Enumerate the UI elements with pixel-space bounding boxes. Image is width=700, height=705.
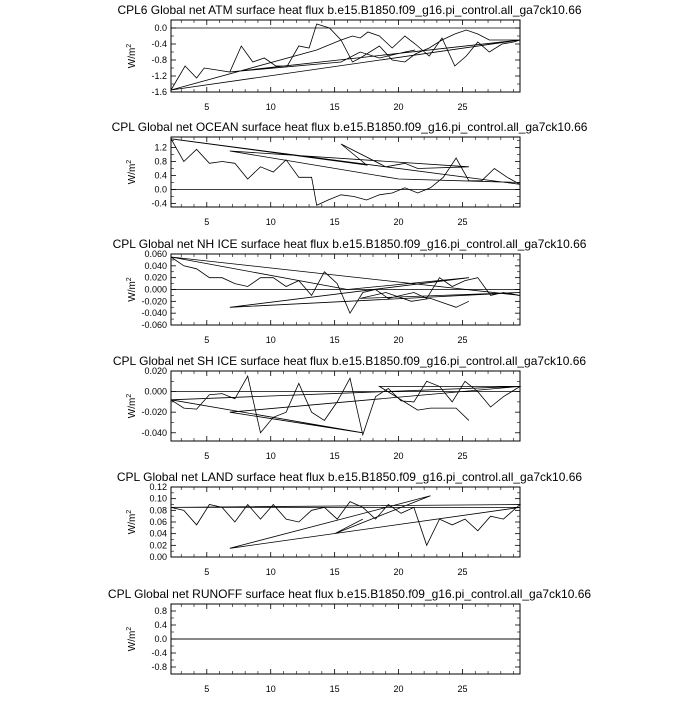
y-axis-label-base: W/m <box>127 630 138 652</box>
chart-panel-6 <box>108 587 592 694</box>
x-tick-label: 5 <box>204 684 210 694</box>
y-tick-label: 0.0 <box>154 184 167 195</box>
y-tick-label: 0.04 <box>149 528 167 539</box>
x-tick-label: 15 <box>329 335 340 345</box>
y-tick-label: -0.4 <box>151 648 167 658</box>
y-axis-label-superscript: 2 <box>126 626 133 631</box>
chart-title: CPL Global net OCEAN surface heat flux b.e15.B1850.f09_g16.pi_control.all_ga7ck10.66 <box>111 120 588 134</box>
y-tick-label: 0.02 <box>149 540 167 551</box>
y-tick-label: 0.000 <box>144 386 167 397</box>
y-tick-label: -0.040 <box>141 427 167 438</box>
y-tick-label: 0.000 <box>144 284 167 295</box>
y-axis-label-superscript: 2 <box>126 43 133 48</box>
y-tick-label: -0.040 <box>141 308 167 319</box>
y-tick-label: -0.4 <box>151 198 167 209</box>
y-axis-label <box>126 160 138 185</box>
x-tick-label: 10 <box>265 102 276 112</box>
y-tick-label: 0.08 <box>149 505 167 516</box>
y-tick-label: -0.4 <box>151 39 167 49</box>
x-tick-label: 10 <box>265 567 276 577</box>
x-tick-label: 20 <box>393 335 404 345</box>
x-tick-label: 5 <box>204 102 210 112</box>
y-tick-label: 0.8 <box>154 606 167 616</box>
y-tick-label: 0.4 <box>154 620 167 630</box>
series-line <box>171 257 520 313</box>
chart-panel-3 <box>113 237 587 345</box>
chart-panel-5 <box>117 470 583 577</box>
y-tick-label: 0.10 <box>149 493 167 504</box>
y-tick-label: 0.12 <box>149 482 167 492</box>
x-tick-label: 15 <box>329 102 340 112</box>
y-tick-label: -1.2 <box>151 71 167 81</box>
chart-title: CPL Global net LAND surface heat flux b.e15.B1850.f09_g16.pi_control.all_ga7ck10.66 <box>116 470 583 484</box>
y-axis-label <box>126 510 138 535</box>
x-tick-label: 10 <box>265 217 276 227</box>
chart-panel-4 <box>113 354 587 461</box>
chart-title: CPL Global net SH ICE surface heat flux b.e15.B1850.f09_g16.pi_control.all_ga7ck10.66 <box>112 354 587 368</box>
x-tick-label: 15 <box>329 217 340 227</box>
y-axis-label-base: W/m <box>127 513 138 535</box>
y-tick-label: 1.2 <box>154 142 167 153</box>
series-line <box>171 139 520 206</box>
y-axis-label-superscript: 2 <box>126 393 133 398</box>
x-tick-label: 20 <box>393 451 404 461</box>
x-tick-label: 25 <box>457 217 468 227</box>
x-tick-label: 10 <box>265 335 276 345</box>
x-tick-label: 10 <box>265 451 276 461</box>
x-tick-label: 20 <box>393 102 404 112</box>
y-axis-label <box>126 277 138 302</box>
y-axis-label-base: W/m <box>127 397 138 419</box>
x-tick-label: 15 <box>329 684 340 694</box>
x-tick-label: 15 <box>329 451 340 461</box>
y-axis-label <box>126 394 138 419</box>
series-line <box>171 376 520 435</box>
y-axis-label-superscript: 2 <box>126 159 133 164</box>
y-tick-label: 0.06 <box>149 517 167 527</box>
series-line <box>171 24 520 90</box>
y-tick-label: 0.020 <box>144 272 167 283</box>
series-line <box>171 496 520 549</box>
y-tick-label: -1.6 <box>151 87 167 97</box>
y-tick-label: 0.0 <box>154 634 167 644</box>
x-tick-label: 15 <box>329 567 340 577</box>
y-tick-label: 0.0 <box>154 23 167 33</box>
x-tick-label: 20 <box>393 217 404 227</box>
y-tick-label: -0.020 <box>141 407 167 418</box>
x-tick-label: 25 <box>457 684 468 694</box>
chart-panel-2 <box>112 120 588 227</box>
x-tick-label: 25 <box>457 451 468 461</box>
y-tick-label: 0.020 <box>144 366 167 376</box>
y-axis-label-base: W/m <box>127 281 138 302</box>
x-tick-label: 20 <box>393 684 404 694</box>
chart-title: CPL6 Global net ATM surface heat flux b.e15.B1850.f09_g16.pi_control.all_ga7ck10.66 <box>117 3 582 17</box>
x-tick-label: 5 <box>204 567 210 577</box>
y-axis-label-base: W/m <box>127 47 138 69</box>
chart-title: CPL Global net RUNOFF surface heat flux b.e15.B1850.f09_g16.pi_control.all_ga7ck10.66 <box>107 587 592 601</box>
x-tick-label: 10 <box>265 684 276 694</box>
chart-title: CPL Global net NH ICE surface heat flux b.e15.B1850.f09_g16.pi_control.all_ga7ck10.66 <box>112 237 587 251</box>
y-tick-label: -0.060 <box>141 320 167 330</box>
y-tick-label: 0.8 <box>154 156 167 167</box>
y-axis-label-base: W/m <box>127 163 138 185</box>
y-tick-label: -0.020 <box>141 296 167 307</box>
y-tick-label: 0.00 <box>149 552 167 562</box>
y-axis-label-superscript: 2 <box>126 509 133 514</box>
x-tick-label: 25 <box>457 335 468 345</box>
x-tick-label: 5 <box>204 335 210 345</box>
x-tick-label: 5 <box>204 451 210 461</box>
y-tick-label: 0.4 <box>154 170 167 181</box>
y-axis-label <box>126 627 138 652</box>
x-tick-label: 20 <box>393 567 404 577</box>
x-tick-label: 25 <box>457 102 468 112</box>
y-axis-label <box>126 44 138 69</box>
x-tick-label: 25 <box>457 567 468 577</box>
chart-panel-1 <box>117 3 581 112</box>
y-tick-label: 0.040 <box>144 260 167 271</box>
y-tick-label: -0.8 <box>151 662 167 672</box>
y-axis-label-superscript: 2 <box>126 277 133 282</box>
y-tick-label: 0.060 <box>144 249 167 259</box>
x-tick-label: 5 <box>204 217 210 227</box>
y-tick-label: -0.8 <box>151 55 167 65</box>
